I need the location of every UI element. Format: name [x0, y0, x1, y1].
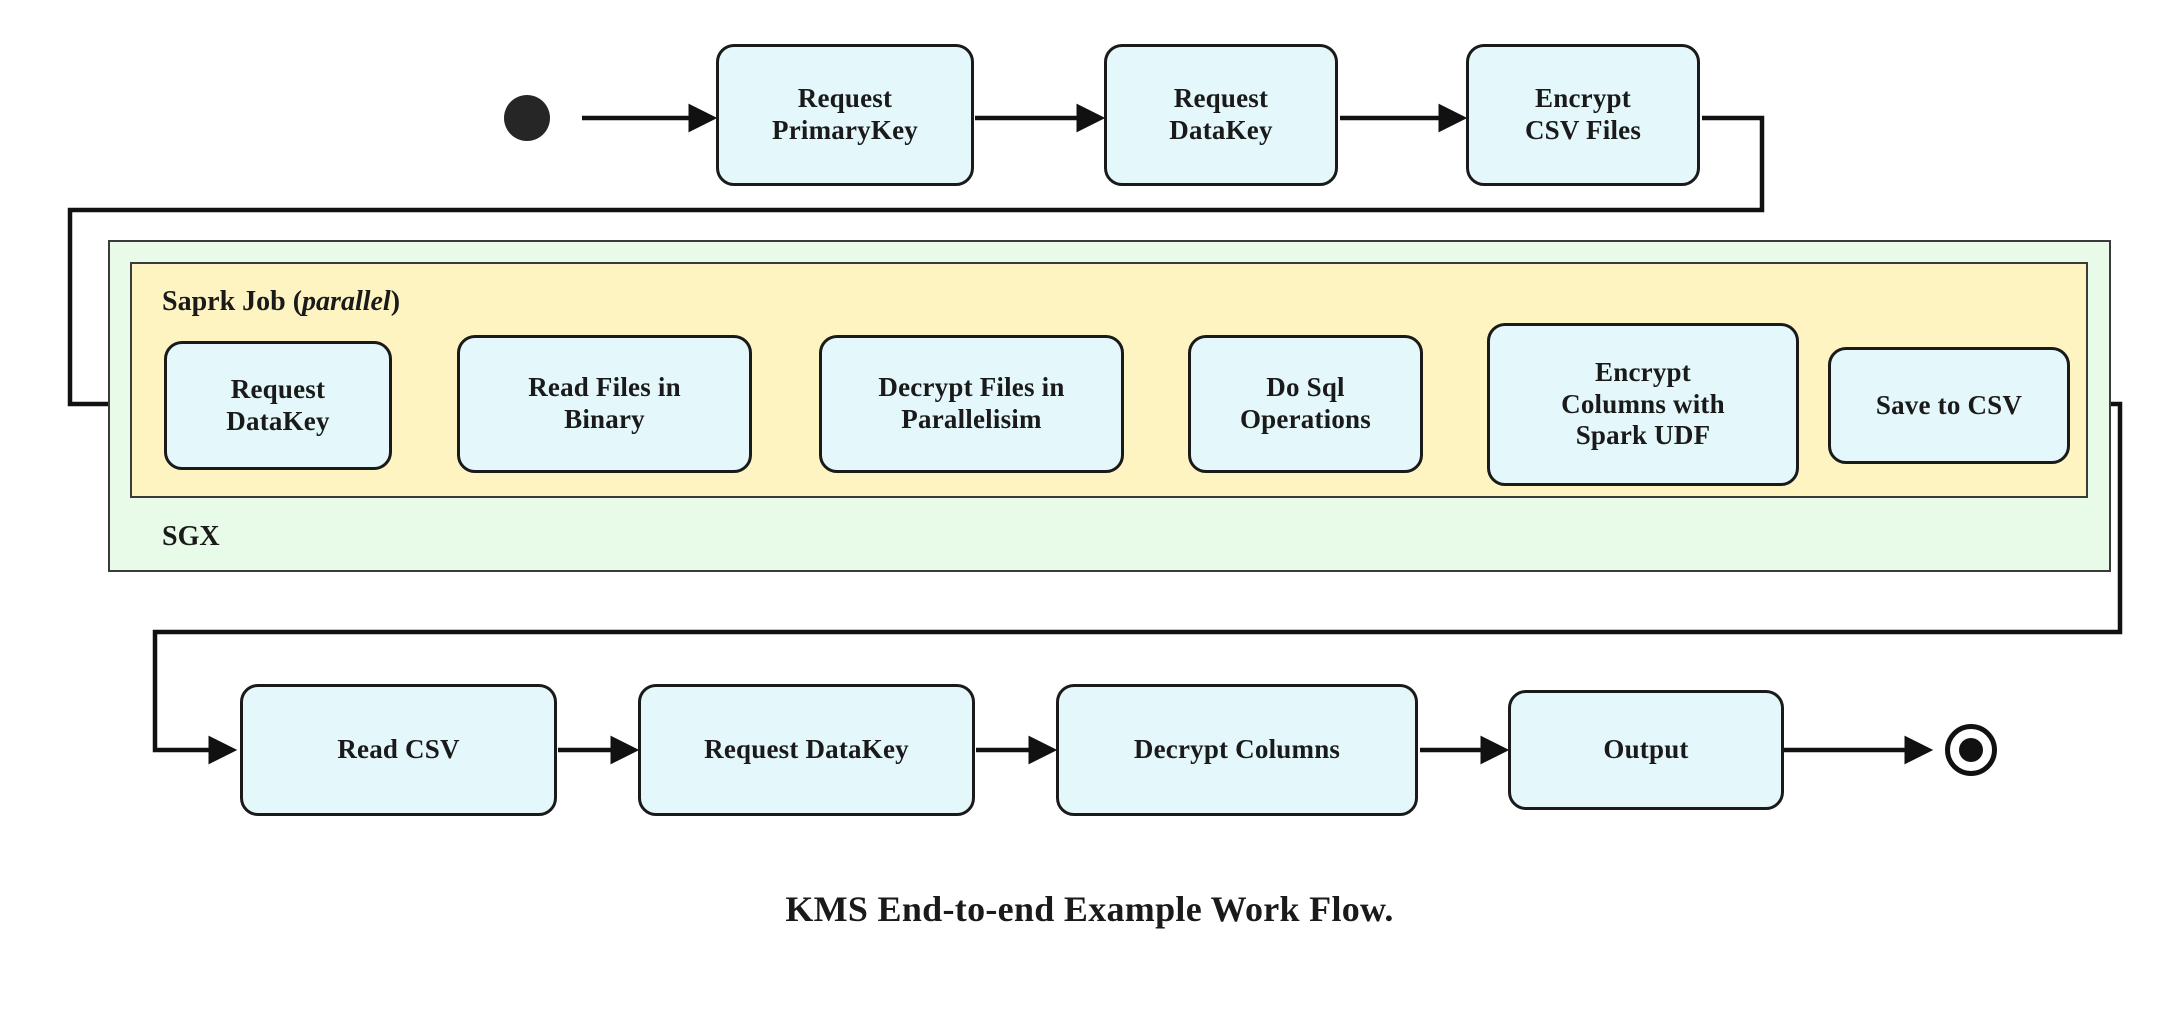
node-request-datakey-bottom-line-1: Request DataKey: [704, 734, 909, 765]
group-sgx-label: SGX: [162, 521, 220, 552]
node-request-datakey-top-line-2: DataKey: [1169, 115, 1273, 145]
node-decrypt-files-in-parallelisim[interactable]: [819, 335, 1124, 473]
node-encrypt-columns-with-spark-udf-line-3: Spark UDF: [1575, 420, 1711, 451]
node-request-primarykey[interactable]: [716, 44, 974, 186]
diagram-caption: KMS End-to-end Example Work Flow.: [785, 889, 1394, 929]
group-spark-job-label-paren-close: ): [390, 286, 401, 317]
node-request-datakey-top-line-1: Request: [1173, 83, 1269, 114]
node-encrypt-columns-with-spark-udf[interactable]: [1487, 323, 1799, 486]
group-spark-job-label: [162, 286, 400, 318]
node-do-sql-operations[interactable]: [1188, 335, 1423, 473]
node-read-csv-line-1: Read CSV: [337, 734, 460, 765]
node-decrypt-columns[interactable]: [1056, 684, 1418, 816]
node-encrypt-csv-files-line-2: CSV Files: [1524, 115, 1642, 145]
node-read-csv[interactable]: [240, 684, 557, 816]
node-read-files-in-binary-line-1: Read Files in: [528, 372, 681, 403]
node-encrypt-csv-files[interactable]: [1466, 44, 1700, 186]
start-node: [504, 95, 550, 141]
node-output-line-1: Output: [1603, 734, 1689, 765]
group-spark-job-label-italic: parallel: [302, 286, 391, 317]
node-request-datakey-bottom[interactable]: [638, 684, 975, 816]
node-request-datakey-mid-line-1: Request: [230, 373, 326, 404]
group-spark-job-label-main: Saprk Job: [162, 286, 286, 317]
node-request-datakey-mid-line-2: DataKey: [226, 405, 330, 436]
node-request-primarykey-line-2: PrimaryKey: [772, 115, 918, 145]
node-decrypt-files-in-parallelisim-line-2: Parallelisim: [901, 404, 1042, 434]
end-node: [1945, 724, 1997, 776]
node-read-files-in-binary[interactable]: [457, 335, 752, 473]
node-save-to-csv[interactable]: [1828, 347, 2070, 464]
node-encrypt-columns-with-spark-udf-line-1: Encrypt: [1595, 356, 1691, 387]
node-decrypt-files-in-parallelisim-line-1: Decrypt Files in: [878, 372, 1065, 403]
node-request-datakey-mid[interactable]: [164, 341, 392, 470]
node-do-sql-operations-line-2: Operations: [1239, 404, 1371, 434]
node-encrypt-columns-with-spark-udf-line-2: Columns with: [1561, 388, 1725, 419]
node-encrypt-csv-files-line-1: Encrypt: [1535, 83, 1631, 114]
node-request-primarykey-line-1: Request: [797, 83, 893, 114]
node-do-sql-operations-line-1: Do Sql: [1266, 372, 1345, 403]
node-request-datakey-top[interactable]: [1104, 44, 1338, 186]
node-read-files-in-binary-line-2: Binary: [564, 404, 645, 434]
group-spark-job-label-paren-open: (: [292, 286, 303, 317]
node-save-to-csv-line-1: Save to CSV: [1875, 389, 2023, 420]
node-output[interactable]: [1508, 690, 1784, 810]
node-decrypt-columns-line-1: Decrypt Columns: [1133, 734, 1341, 765]
